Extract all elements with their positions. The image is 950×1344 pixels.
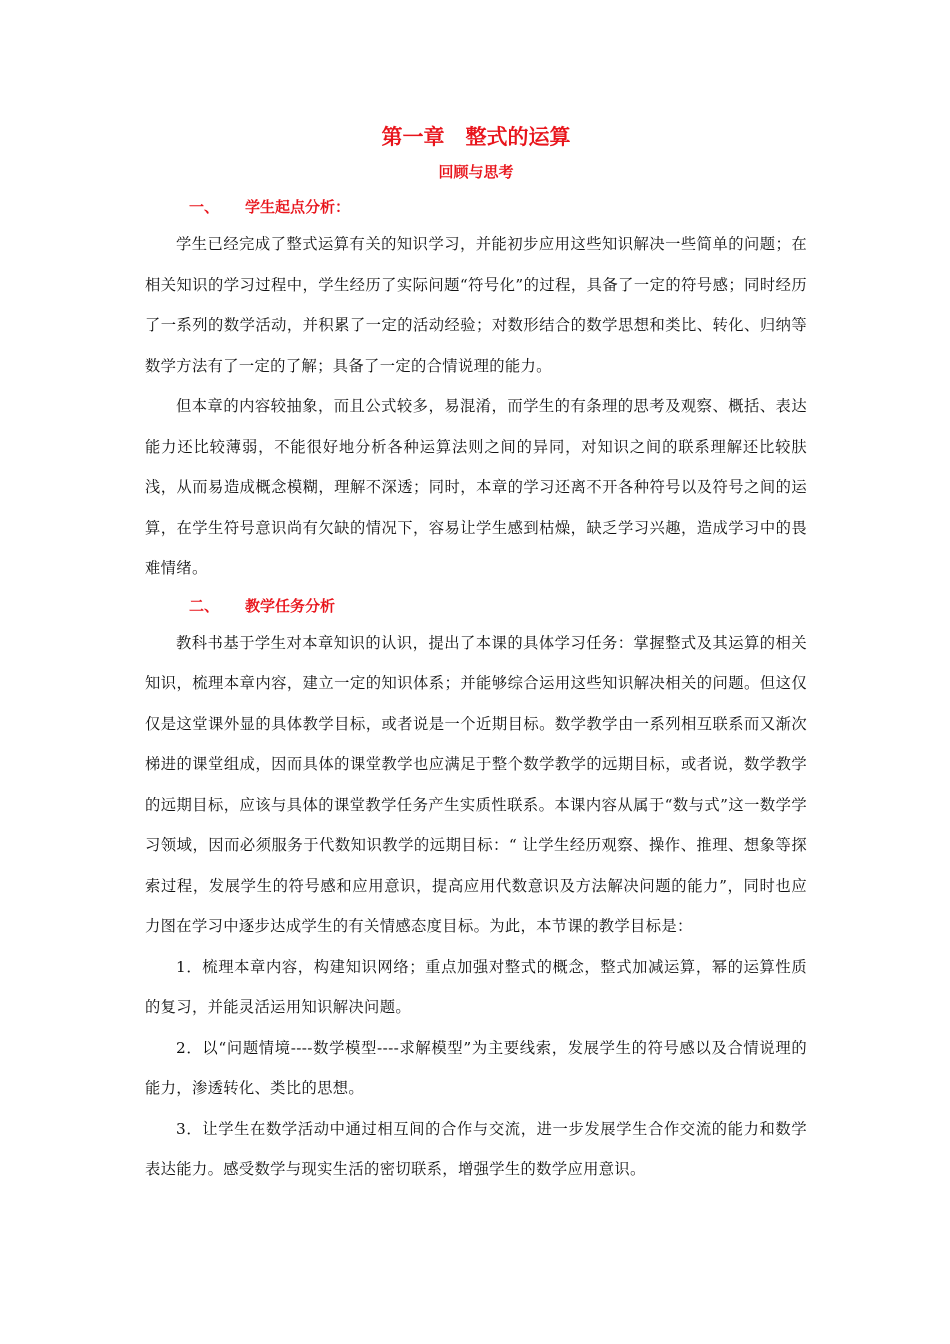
- section-heading-text: 教学任务分析: [245, 596, 336, 615]
- section-heading: [145, 589, 807, 623]
- objective-item: 3．让学生在数学活动中通过相互间的合作与交流，进一步发展学生合作交流的能力和数学表达能力。感受数学与现实生活的密切联系，增强学生的数学应用意识。: [145, 1119, 807, 1178]
- document-title: 第一章 整式的运算: [381, 124, 571, 149]
- section-teaching-task-analysis: [145, 589, 807, 1190]
- section-student-analysis: [145, 190, 807, 589]
- section-number: 二、: [189, 596, 220, 615]
- section-heading-text: 学生起点分析：: [245, 198, 351, 216]
- objective-item: 2．以“问题情境----数学模型----求解模型”为主要线索，发展学生的符号感以及合情说理的能力，渗透转化、类比的思想。: [145, 1038, 807, 1097]
- section-heading: [145, 190, 807, 224]
- document-subtitle: 回顾与思考: [438, 163, 514, 181]
- paragraph: 学生已经完成了整式运算有关的知识学习，并能初步应用这些知识解决一些简单的问题；在相关知识的学习过程中，学生经历了实际问题“符号化”的过程，具备了一定的符号感；同时经历了一系列的数学活动，并积累了一定的活动经验；对数形结合的数学思想和类比、转化、归纳等数学方法有了一定的了解；具备了一定的合情说理的能力。: [145, 235, 807, 375]
- objective-item: 1．梳理本章内容，构建知识网络；重点加强对整式的概念，整式加减运算，幂的运算性质的复习，并能灵活运用知识解决问题。: [145, 957, 807, 1016]
- document-page: [145, 118, 807, 1190]
- paragraph: 但本章的内容较抽象，而且公式较多，易混淆，而学生的有条理的思考及观察、概括、表达能力还比较薄弱，不能很好地分析各种运算法则之间的异同，对知识之间的联系理解还比较肤浅，从而易造成概念模糊，理解不深透；同时，本章的学习还离不开各种符号以及符号之间的运算，在学生符号意识尚有欠缺的情况下，容易让学生感到枯燥，缺乏学习兴趣，造成学习中的畏难情绪。: [145, 397, 807, 577]
- paragraph: 教科书基于学生对本章知识的认识，提出了本课的具体学习任务：掌握整式及其运算的相关知识，梳理本章内容，建立一定的知识体系；并能够综合运用这些知识解决相关的问题。但这仅仅是这堂课外显的具体教学目标，或者说是一个近期目标。数学教学由一系列相互联系而又渐次梯进的课堂组成，因而具体的课堂教学也应满足于整个数学教学的远期目标，或者说，数学教学的远期目标，应该与具体的课堂教学任务产生实质性联系。本课内容从属于“数与式”这一数学学习领域，因而必须服务于代数知识教学的远期目标：“ 让学生经历观察、操作、推理、想象等探索过程，发展学生的符号感和应用意识，提高应用代数意识及方法解决问题的能力”，同时也应力图在学习中逐步达成学生的有关情感态度目标。为此，本节课的教学目标是：: [145, 633, 807, 935]
- section-number: 一、: [189, 198, 220, 216]
